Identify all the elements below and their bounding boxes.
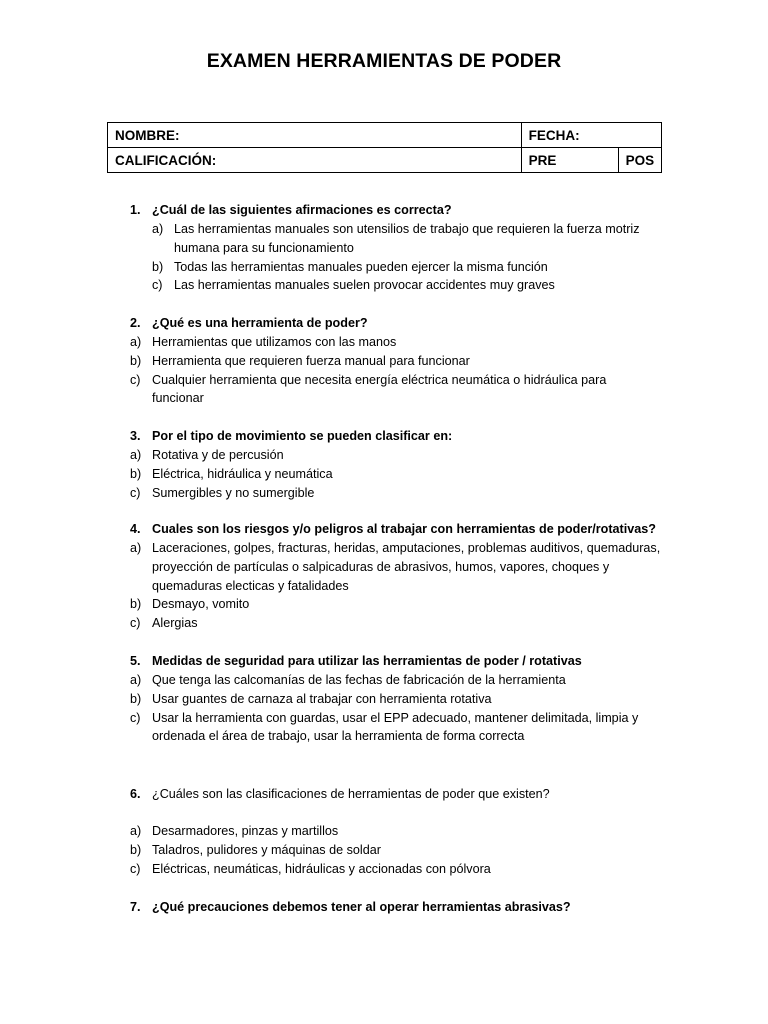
nombre-cell[interactable]: NOMBRE: — [108, 123, 522, 148]
answer-option-a[interactable]: a) Las herramientas manuales son utensilios de trabajo que requieren la fuerza motriz humana para su funcionamiento — [152, 222, 640, 255]
answer-option-c[interactable]: c) Sumergibles y no sumergible — [0, 484, 768, 503]
answer-option-a[interactable]: a) Laceraciones, golpes, fracturas, heridas, amputaciones, problemas auditivos, quemaduras, proyección de partículas o salpicaduras de abrasivos, humos, vapores, choques y quemaduras electicas y fatalidades — [130, 541, 661, 593]
question-number: 4. — [130, 522, 141, 536]
answer-option-b[interactable]: b) Taladros, pulidores y máquinas de soldar — [0, 841, 768, 860]
question-2 — [0, 314, 768, 408]
question-number: 6. — [130, 787, 141, 801]
answer-option-a[interactable]: a) Que tenga las calcomanías de las fechas de fabricación de la herramienta — [0, 671, 768, 690]
question-1 — [0, 201, 768, 295]
question-text: Medidas de seguridad para utilizar las herramientas de poder / rotativas — [152, 654, 582, 668]
question-7 — [0, 898, 768, 917]
option-letter: b) — [130, 691, 142, 706]
option-letter: a) — [130, 824, 142, 838]
question-3 — [0, 427, 768, 502]
answer-option-a[interactable]: a) Desarmadores, pinzas y martillos — [0, 822, 768, 841]
fecha-cell[interactable]: FECHA: — [521, 123, 661, 148]
question-text: ¿Cuáles son las clasificaciones de herramientas de poder que existen? — [152, 787, 550, 801]
question-number: 3. — [130, 429, 141, 443]
student-info-table — [107, 122, 662, 173]
answer-option-a[interactable]: a) Herramientas que utilizamos con las manos — [0, 333, 768, 352]
exam-title: EXAMEN HERRAMIENTAS DE PODER — [206, 50, 562, 72]
question-text: ¿Cuál de las siguientes afirmaciones es correcta? — [152, 203, 452, 217]
option-letter: a) — [130, 673, 142, 687]
question-6-options — [0, 822, 768, 878]
question-text: ¿Qué es una herramienta de poder? — [152, 316, 368, 330]
pos-cell[interactable]: POS — [618, 148, 661, 173]
answer-option-b[interactable]: b) Todas las herramientas manuales pueden ejercer la misma función — [0, 258, 768, 277]
option-letter: b) — [130, 466, 142, 481]
answer-option-c[interactable]: c) Eléctricas, neumáticas, hidráulicas y accionadas con pólvora — [0, 860, 768, 879]
answer-option-c[interactable]: c) Cualquier herramienta que necesita energía eléctrica neumática o hidráulica para funcionar — [130, 372, 607, 406]
question-text: ¿Qué precauciones debemos tener al operar herramientas abrasivas? — [152, 900, 571, 914]
answer-option-c[interactable]: c) Las herramientas manuales suelen provocar accidentes muy graves — [0, 276, 768, 295]
option-letter: c) — [152, 278, 163, 293]
option-letter: c) — [130, 485, 141, 500]
option-letter: b) — [152, 259, 164, 274]
option-letter: c) — [130, 616, 141, 631]
question-number: 7. — [130, 900, 141, 914]
answer-option-b[interactable]: b) Eléctrica, hidráulica y neumática — [0, 465, 768, 484]
question-4 — [0, 520, 768, 633]
question-text: Por el tipo de movimiento se pueden clasificar en: — [152, 429, 453, 443]
question-number: 2. — [130, 316, 141, 330]
question-6 — [0, 785, 768, 804]
answer-option-c[interactable]: c) Alergias — [0, 614, 768, 633]
option-letter: a) — [130, 448, 142, 462]
option-letter: c) — [130, 372, 141, 387]
answer-option-a[interactable]: a) Rotativa y de percusión — [0, 446, 768, 465]
answer-option-b[interactable]: b) Desmayo, vomito — [0, 595, 768, 614]
option-letter: a) — [152, 222, 164, 236]
pre-cell[interactable]: PRE — [521, 148, 618, 173]
calificacion-cell[interactable]: CALIFICACIÓN: — [108, 148, 522, 173]
option-letter: a) — [130, 335, 142, 349]
question-text: Cuales son los riesgos y/o peligros al trabajar con herramientas de poder/rotativas? — [152, 522, 656, 536]
option-letter: c) — [130, 710, 141, 725]
answer-option-b[interactable]: b) Herramienta que requieren fuerza manual para funcionar — [0, 352, 768, 371]
question-number: 1. — [130, 203, 141, 217]
answer-option-c[interactable]: c) Usar la herramienta con guardas, usar el EPP adecuado, mantener delimitada, limpia y ordenada el área de trabajo, usar la herramienta de forma correcta — [130, 710, 639, 744]
answer-option-b[interactable]: b) Usar guantes de carnaza al trabajar con herramienta rotativa — [0, 690, 768, 709]
question-5 — [0, 652, 768, 746]
option-letter: b) — [130, 353, 142, 368]
option-letter: c) — [130, 861, 141, 876]
question-number: 5. — [130, 654, 141, 668]
option-letter: a) — [130, 541, 142, 555]
option-letter: b) — [130, 597, 142, 612]
option-letter: b) — [130, 842, 142, 857]
